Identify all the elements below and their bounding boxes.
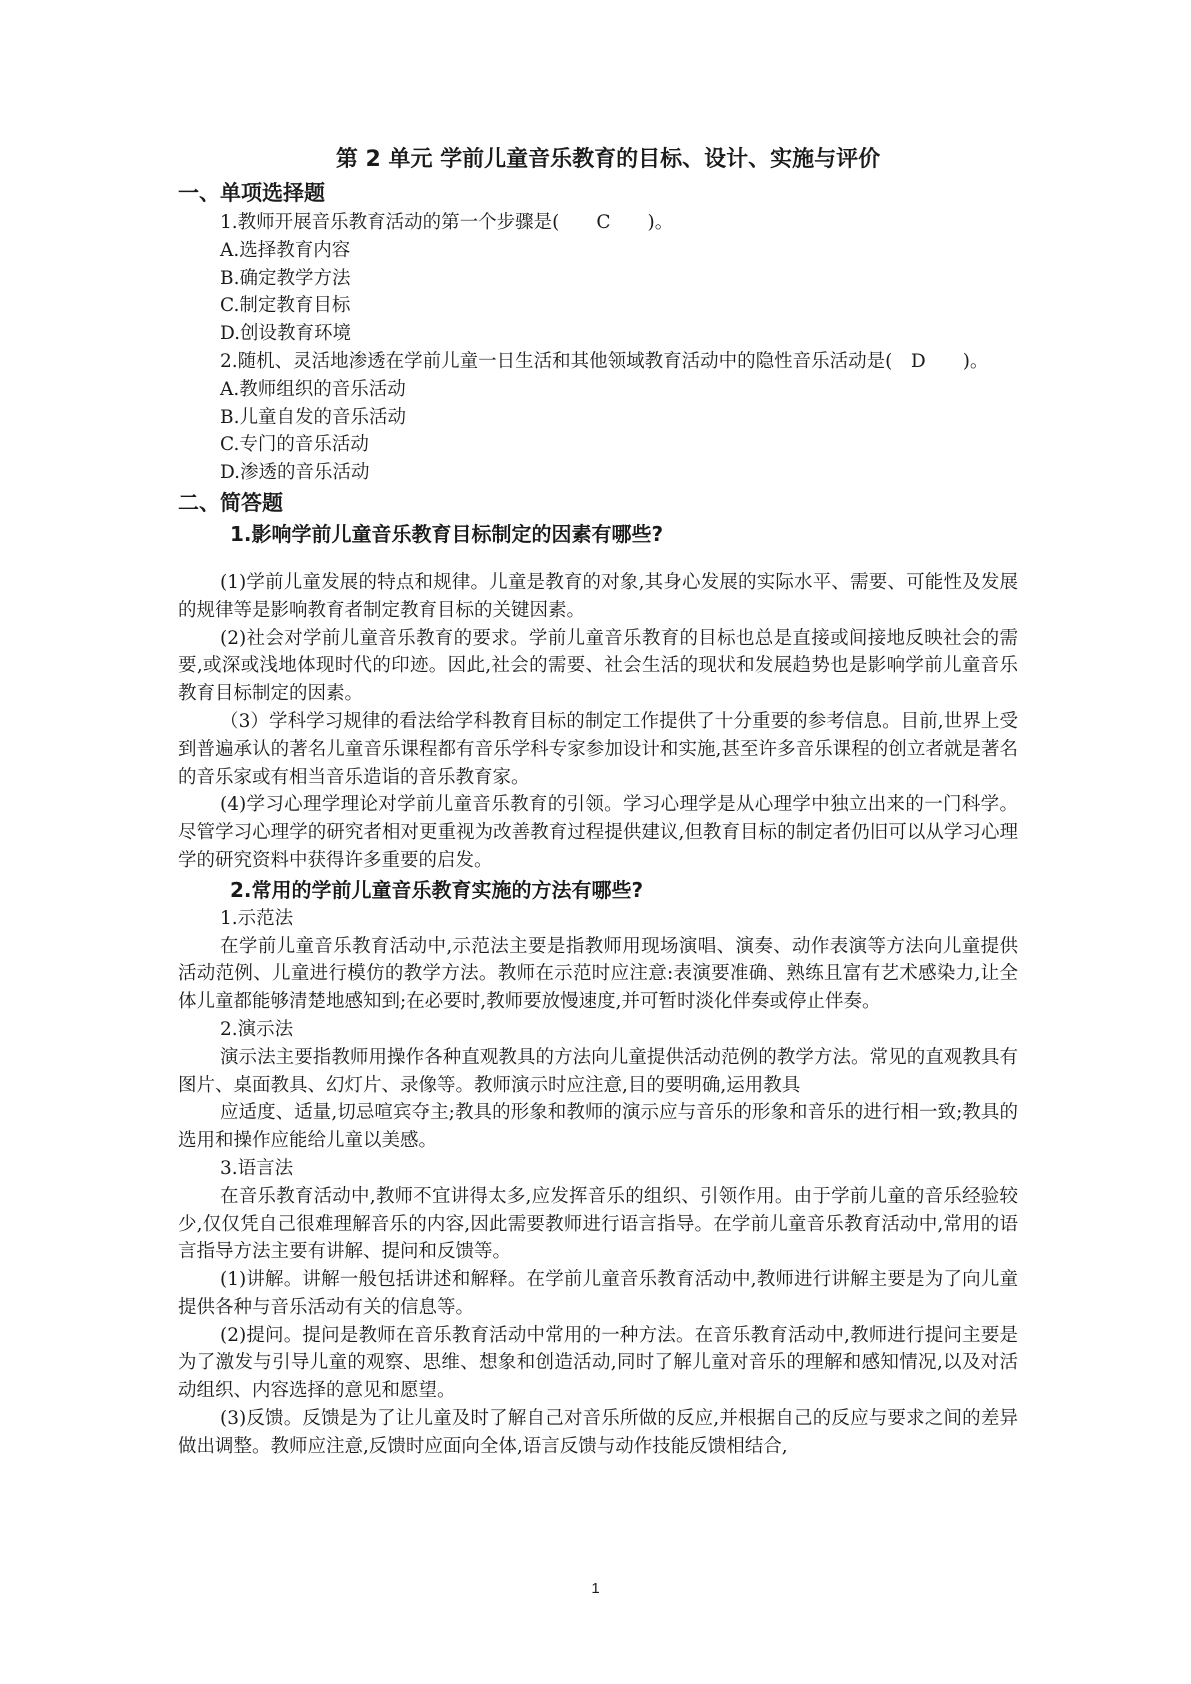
section-heading-short-answer: 二、简答题 (178, 490, 283, 515)
method-3-point-feedback: (3)反馈。反馈是为了让儿童及时了解自己对音乐所做的反应,并根据自己的反应与要求之间的差异做出调整。教师应注意,反馈时应面向全体,语言反馈与动作技能反馈相结合, (178, 1408, 1018, 1457)
short-answer-1-title: 1.影响学前儿童音乐教育目标制定的因素有哪些? (230, 521, 664, 546)
method-3-point-question: (2)提问。提问是教师在音乐教育活动中常用的一种方法。在音乐教育活动中,教师进行提问主要是为了激发与引导儿童的观察、思维、想象和创造活动,同时了解儿童对音乐的理解和感知情况,以及对活动组织、内容选择的意见和愿望。 (178, 1324, 1018, 1402)
question-1-option-b: B.确定教学方法 (220, 267, 351, 289)
short-answer-1-paragraph: (4)学习心理学理论对学前儿童音乐教育的引领。学习心理学是从心理学中独立出来的一门科学。尽管学习心理学的研究者相对更重视为改善教育过程提供建议,但教育目标的制定者仍旧可以从学习心理学的研究资料中获得许多重要的启发。 (178, 794, 1018, 871)
question-1-option-a: A.选择教育内容 (220, 239, 351, 261)
method-2-text-continued: 应适度、适量,切忌喧宾夺主;教具的形象和教师的演示应与音乐的形象和音乐的进行相一致;教具的选用和操作应能给儿童以美感。 (178, 1102, 1018, 1152)
question-1-option-c: C.制定教育目标 (220, 295, 351, 317)
question-1-stem: 1.教师开展音乐教育活动的第一个步骤是( C )。 (220, 212, 674, 233)
method-2-text: 演示法主要指教师用操作各种直观教具的方法向儿童提供活动范例的教学方法。常见的直观教具有图片、桌面教具、幻灯片、录像等。教师演示时应注意,目的要明确,运用教具 (178, 1046, 1018, 1096)
method-1-text: 在学前儿童音乐教育活动中,示范法主要是指教师用现场演唱、演奏、动作表演等方法向儿童提供活动范例、儿童进行模仿的教学方法。教师在示范时应注意:表演要准确、熟练且富有艺术感染力,让全体儿童都能够清楚地感知到;在必要时,教师要放慢速度,并可暂时淡化伴奏或停止伴奏。 (178, 935, 1018, 1013)
short-answer-1-paragraph: (2)社会对学前儿童音乐教育的要求。学前儿童音乐教育的目标也总是直接或间接地反映社会的需要,或深或浅地体现时代的印迹。因此,社会的需要、社会生活的现状和发展趋势也是影响学前儿童音乐教育目标制定的因素。 (178, 627, 1018, 705)
short-answer-2-title: 2.常用的学前儿童音乐教育实施的方法有哪些? (230, 877, 644, 902)
section-heading-choice: 一、单项选择题 (178, 181, 325, 205)
method-1-title: 1.示范法 (220, 907, 294, 929)
method-2-title: 2.演示法 (220, 1018, 294, 1040)
method-3-text: 在音乐教育活动中,教师不宜讲得太多,应发挥音乐的组织、引领作用。由于学前儿童的音乐经验较少,仅仅凭自己很难理解音乐的内容,因此需要教师进行语言指导。在学前儿童音乐教育活动中,常用的语言指导方法主要有讲解、提问和反馈等。 (178, 1185, 1018, 1263)
question-2-option-d: D.渗透的音乐活动 (220, 462, 370, 484)
short-answer-1-paragraph: （3）学科学习规律的看法给学科教育目标的制定工作提供了十分重要的参考信息。目前,世界上受到普遍承认的著名儿童音乐课程都有音乐学科专家参加设计和实施,甚至许多音乐课程的创立者就是著名的音乐家或有相当音乐造诣的音乐教育家。 (178, 710, 1018, 788)
page-number: 1 (591, 1580, 600, 1597)
question-1-option-d: D.创设教育环境 (220, 323, 352, 345)
page-title: 第 2 单元 学前儿童音乐教育的目标、设计、实施与评价 (335, 147, 881, 172)
method-3-title: 3.语言法 (220, 1157, 294, 1179)
document-body (178, 143, 1018, 1461)
question-2-option-b: B.儿童自发的音乐活动 (220, 406, 406, 428)
question-2-stem: 2.随机、灵活地渗透在学前儿童一日生活和其他领域教育活动中的隐性音乐活动是( D )。 (220, 350, 989, 372)
spacer (178, 549, 1018, 569)
question-2-option-a: A.教师组织的音乐活动 (220, 378, 406, 400)
short-answer-1-paragraph: (1)学前儿童发展的特点和规律。儿童是教育的对象,其身心发展的实际水平、需要、可能性及发展的规律等是影响教育者制定教育目标的关键因素。 (178, 571, 1018, 621)
question-2-option-c: C.专门的音乐活动 (220, 434, 369, 456)
method-3-point-explain: (1)讲解。讲解一般包括讲述和解释。在学前儿童音乐教育活动中,教师进行讲解主要是为了向儿童提供各种与音乐活动有关的信息等。 (178, 1269, 1018, 1318)
